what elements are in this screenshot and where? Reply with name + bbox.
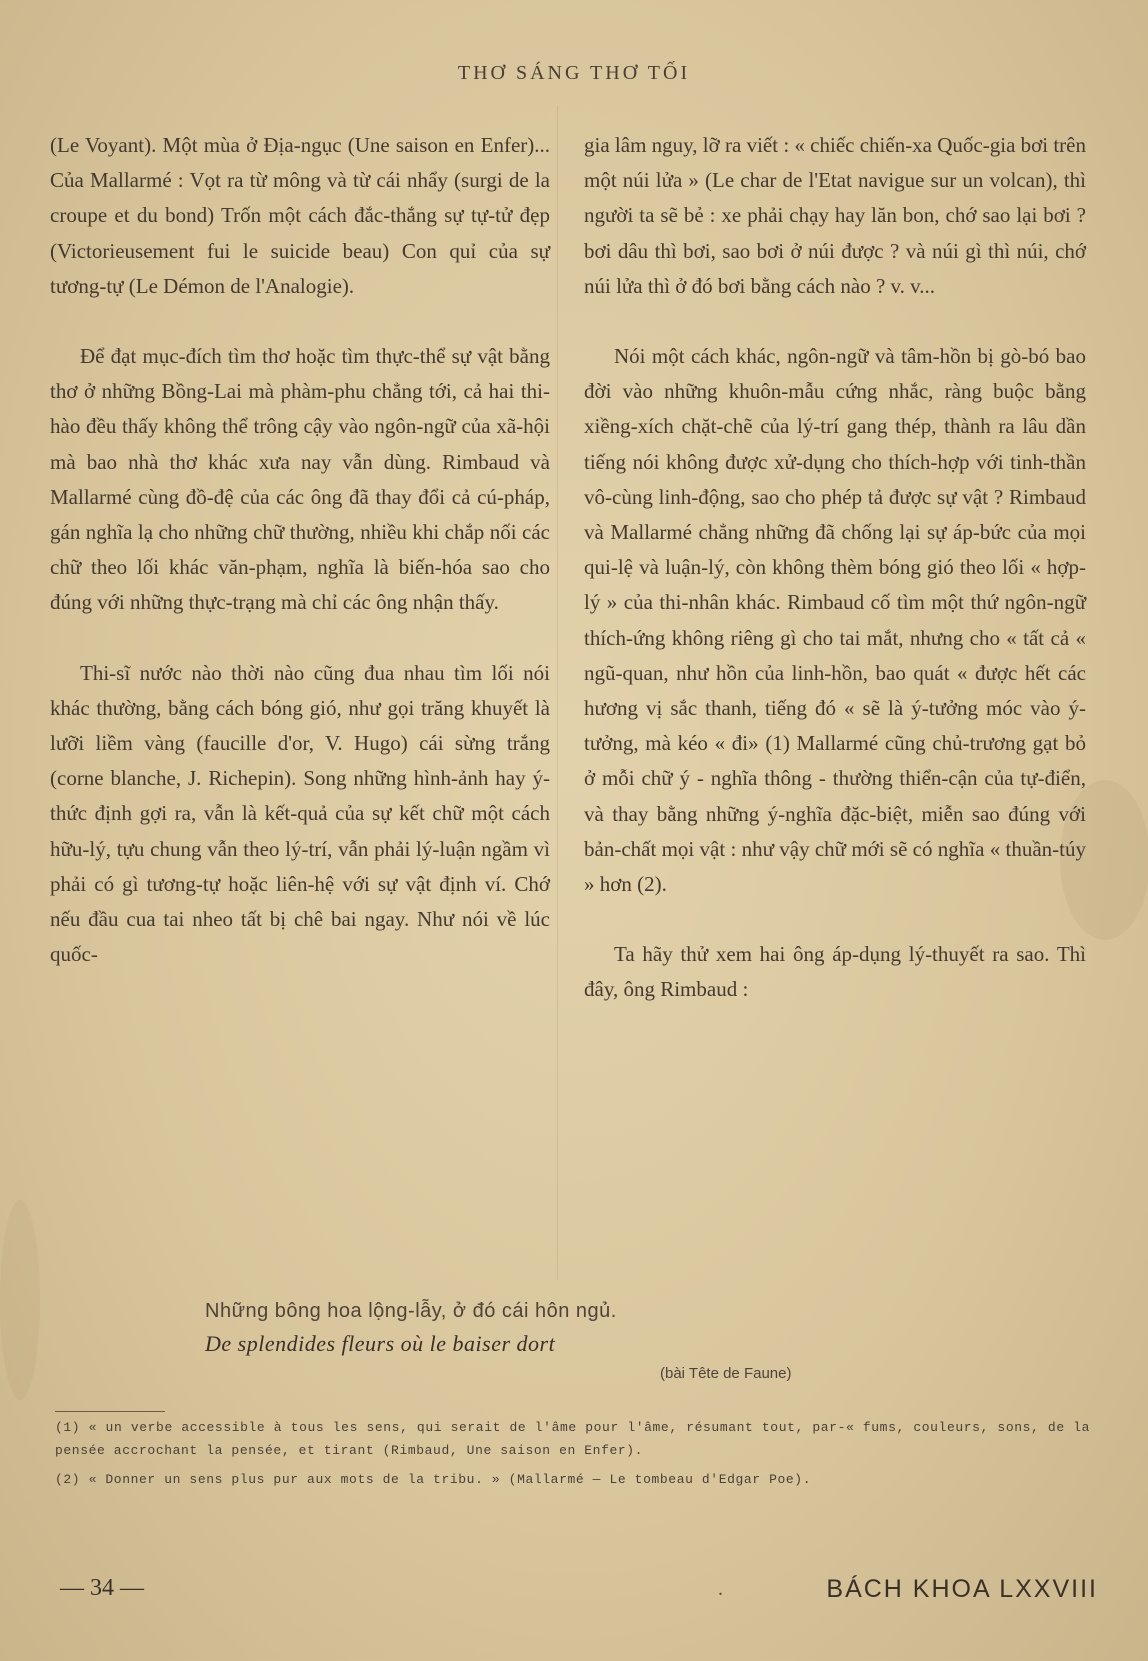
left-column <box>50 128 550 972</box>
paragraph: (Le Voyant). Một mùa ở Địa-ngục (Une saison en Enfer)... Của Mallarmé : Vọt ra từ mông và từ cái nhẩy (surgi de la croupe et du bond) Trốn một cách đắc-thắng sự tự-tử đẹp (Victorieusement fui le suicide beau) Con quỉ của sự tương-tự (Le Démon de l'Analogie). <box>50 133 550 298</box>
poem-quote <box>205 1300 925 1382</box>
footnotes <box>55 1416 1090 1497</box>
paragraph: Để đạt mục-đích tìm thơ hoặc tìm thực-thể sự vật bằng thơ ở những Bồng-Lai mà phàm-phu chẳng tới, cả hai thi-hào đều thấy không thể trông cậy vào ngôn-ngữ của xã-hội mà bao nhà thơ khác xưa nay vẫn dùng. Rimbaud và Mallarmé cùng đồ-đệ của các ông đã thay đổi cả cú-pháp, gán nghĩa lạ cho những chữ thường, nhiều khi chắp nối các chữ theo lối khác văn-phạm, nghĩa là biến-hóa sao cho đúng với những thực-trạng mà chỉ các ông nhận thấy. <box>50 344 550 615</box>
footnote-rule <box>55 1411 165 1412</box>
footnote-2: (2) « Donner un sens plus pur aux mots de la tribu. » (Mallarmé — Le tombeau d'Edgar Poe). <box>55 1472 812 1487</box>
quote-vietnamese: Những bông hoa lộng-lẫy, ở đó cái hôn ngủ. <box>205 1300 617 1322</box>
quote-source: (bài Tête de Faune) <box>660 1365 792 1382</box>
quote-french: De splendides fleurs où le baiser dort <box>205 1331 556 1356</box>
paragraph: Nói một cách khác, ngôn-ngữ và tâm-hồn bị gò-bó bao đời vào những khuôn-mẫu cứng nhắc, ràng buộc bằng xiềng-xích chặt-chẽ của lý-trí gang thép, thành ra lâu dần tiếng nói không được xử-dụng cho thích-hợp với tinh-thần vô-cùng linh-động, sao cho phép tả được sự vật ? Rimbaud và Mallarmé chẳng những đã chống lại sự áp-bức của mọi qui-lệ và luận-lý, còn không thèm bóng gió theo lối « hợp-lý » của thi-nhân khác. Rimbaud cố tìm một thứ ngôn-ngữ thích-ứng không riêng gì cho tai mắt, nhưng cho « tất cả « ngũ-quan, như hồn của linh-hồn, bao quát « được hết các hương vị sắc thanh, tiếng đó « sẽ là ý-tưởng móc vào ý-tưởng, mà kéo « đi» (1) Mallarmé cũng chủ-trương gạt bỏ ở mỗi chữ ý - nghĩa thông - thường thiển-cận của tự-điển, và thay bằng những ý-nghĩa đặc-biệt, miễn sao đúng với bản-chất mọi vật : như vậy chữ mới sẽ có nghĩa « thuần-túy » hơn (2). <box>584 344 1086 897</box>
publication-name: BÁCH KHOA LXXVIII <box>826 1575 1098 1603</box>
page-number: — 34 — <box>60 1575 144 1601</box>
paragraph: gia lâm nguy, lỡ ra viết : « chiếc chiến-xa Quốc-gia bơi trên một núi lửa » (Le char de l'Etat navigue sur un volcan), thì người ta sẽ bẻ : xe phải chạy hay lăn bon, chớ sao lại bơi ? bơi dâu thì bơi, sao bơi ở núi được ? và núi gì thì núi, chớ núi lửa thì ở đó bơi bằng cách nào ? v. v... <box>584 133 1086 298</box>
footer-dot: . <box>718 1578 723 1600</box>
right-column <box>584 128 1086 1008</box>
footnote-1: (1) « un verbe accessible à tous les sens, qui serait de l'âme pour l'âme, résumant tout, par-« fums, couleurs, sons, de la pensée accrochant la pensée, et tirant (Rimbaud, Une saison en Enfer). <box>55 1420 1090 1458</box>
running-title: THƠ SÁNG THƠ TỐI <box>457 62 691 84</box>
paragraph: Ta hãy thử xem hai ông áp-dụng lý-thuyết ra sao. Thì đây, ông Rimbaud : <box>584 942 1086 1002</box>
paragraph: Thi-sĩ nước nào thời nào cũng đua nhau tìm lối nói khác thường, bằng cách bóng gió, như gọi trăng khuyết là lưỡi liềm vàng (faucille d'or, V. Hugo) cái sừng trắng (corne blanche, J. Richepin). Song những hình-ảnh hay ý-thức định gợi ra, vẫn là kết-quả của sự kết chữ một cách hữu-lý, tựu chung vẫn theo lý-trí, vẫn phải lý-luận ngầm vì phải có gì tương-tự hoặc liên-hệ với sự vật định ví. Chớ nếu đầu cua tai nheo tất bị chê bai ngay. Như nói về lúc quốc- <box>50 660 550 967</box>
column-divider <box>557 105 558 1280</box>
